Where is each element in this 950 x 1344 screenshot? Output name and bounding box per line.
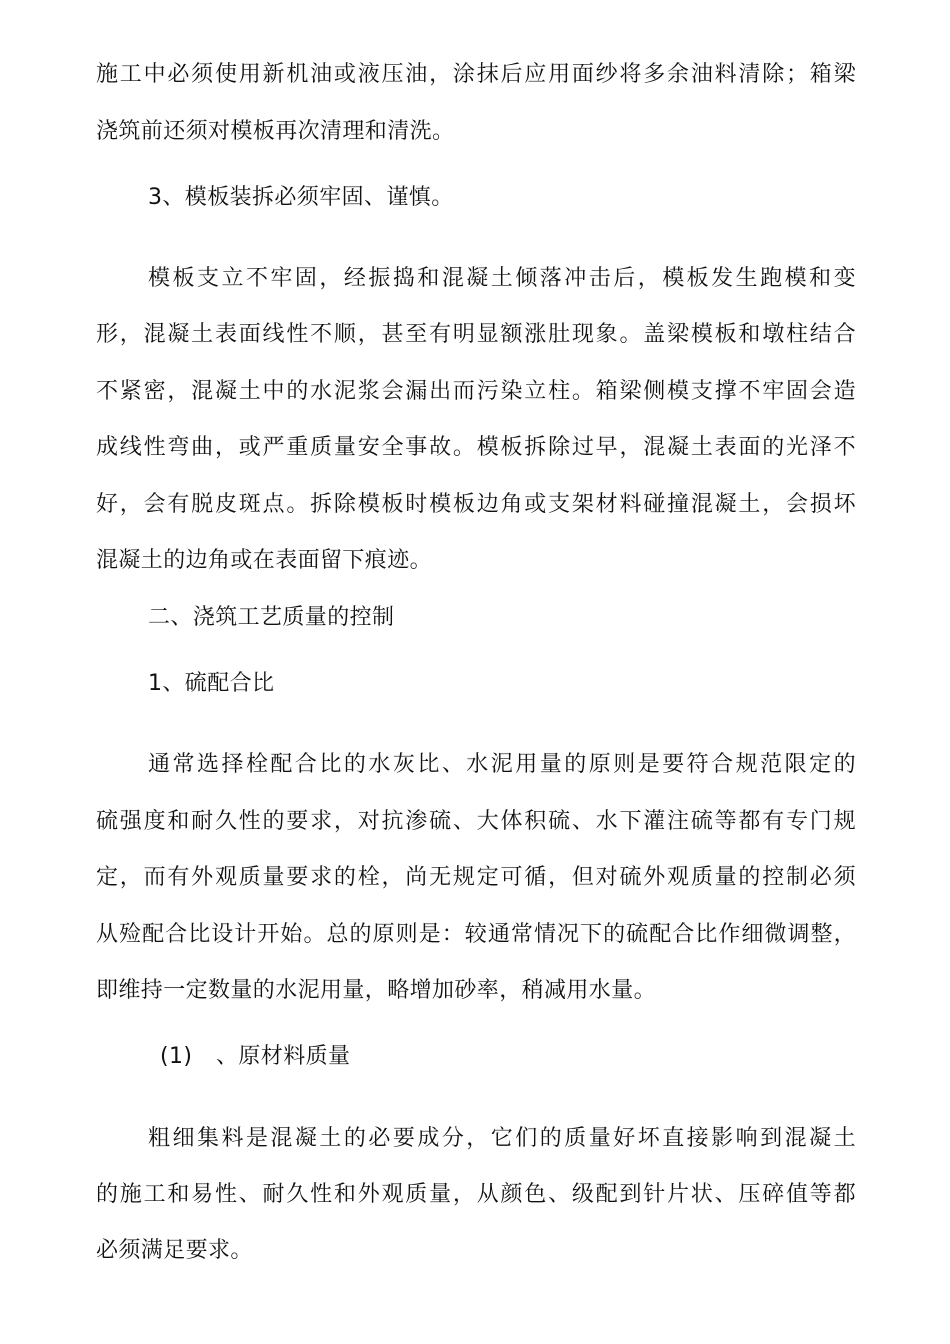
subsection-heading: 1、硫配合比 xyxy=(148,671,275,696)
sub-item-title: 、原材料质量 xyxy=(216,1044,351,1069)
text-line: 从殓配合比设计开始。总的原则是：较通常情况下的硫配合比作细微调整， xyxy=(96,922,856,947)
text-line: 浇筑前还须对模板再次清理和清洗。 xyxy=(96,119,455,144)
text-line: 成线性弯曲，或严重质量安全事故。模板拆除过早，混凝土表面的光泽不 xyxy=(96,435,856,460)
text-line: 的施工和易性、耐久性和外观质量，从颜色、级配到针片状、压碎值等都 xyxy=(96,1182,856,1207)
text-line: 粗细集料是混凝土的必要成分，它们的质量好坏直接影响到混凝土 xyxy=(148,1126,856,1151)
text-line: 即维持一定数量的水泥用量，略增加砂率，稍减用水量。 xyxy=(96,978,657,1003)
text-line: 模板支立不牢固，经振捣和混凝土倾落冲击后，模板发生跑模和变 xyxy=(148,266,856,291)
sub-item-number: (1) xyxy=(160,1044,193,1069)
text-line: 通常选择栓配合比的水灰比、水泥用量的原则是要符合规范限定的 xyxy=(148,752,856,777)
text-line: 混凝土的边角或在表面留下痕迹。 xyxy=(96,548,433,573)
text-line: 施工中必须使用新机油或液压油，涂抹后应用面纱将多余油料清除；箱梁 xyxy=(96,62,856,87)
text-line: 形，混凝土表面线性不顺，甚至有明显额涨肚现象。盖梁模板和墩柱结合 xyxy=(96,322,856,347)
text-line: 定，而有外观质量要求的栓，尚无规定可循，但对硫外观质量的控制必须 xyxy=(96,865,856,890)
text-line: 硫强度和耐久性的要求，对抗渗硫、大体积硫、水下灌注硫等都有专门规 xyxy=(96,809,856,834)
sub-item-heading xyxy=(160,1042,856,1072)
text-line: 不紧密，混凝土中的水泥浆会漏出而污染立柱。箱梁侧模支撑不牢固会造 xyxy=(96,379,856,404)
section-heading: 二、浇筑工艺质量的控制 xyxy=(148,605,395,630)
section-heading: 3、模板装拆必须牢固、谨慎。 xyxy=(148,185,454,210)
text-line: 好，会有脱皮斑点。拆除模板时模板边角或支架材料碰撞混凝土，会损坏 xyxy=(96,492,856,517)
text-line: 必须满足要求。 xyxy=(96,1238,253,1263)
